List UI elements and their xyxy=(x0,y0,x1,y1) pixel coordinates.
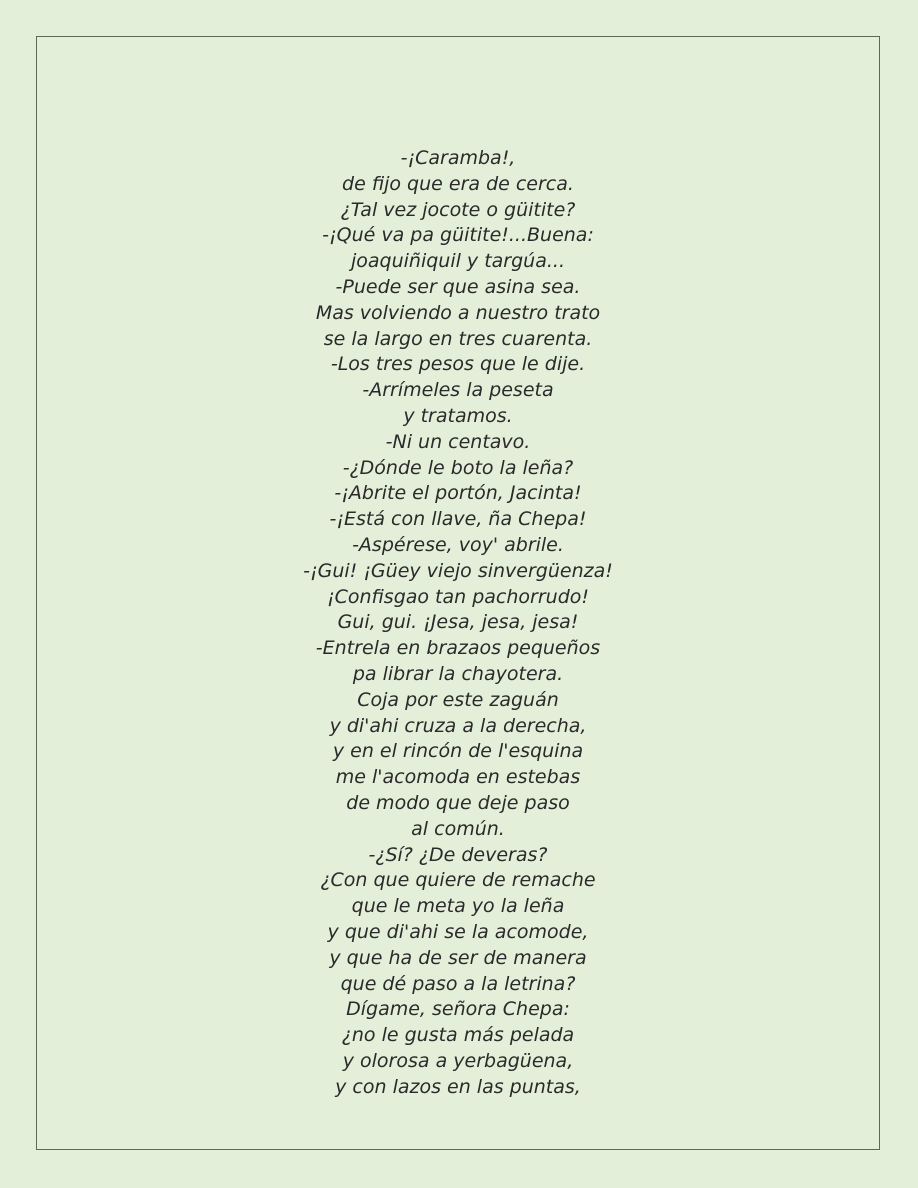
page-frame xyxy=(36,36,880,1150)
poem-line: pa librar la chayotera. xyxy=(352,662,564,685)
poem-line: -Ni un centavo. xyxy=(385,430,531,453)
poem-line: -¿Sí? ¿De deveras? xyxy=(368,843,548,866)
poem-line: ¡Confisgao tan pachorrudo! xyxy=(326,585,590,608)
poem-line: al común. xyxy=(411,817,505,840)
poem-line: de modo que deje paso xyxy=(346,791,570,814)
poem-line: -¡Qué va pa güitite!...Buena: xyxy=(322,224,594,247)
poem-line: me l'acomoda en estebas xyxy=(335,766,581,789)
poem-line: y con lazos en las puntas, xyxy=(335,1075,581,1098)
poem-line: -¡Caramba!, xyxy=(400,147,516,169)
poem-line: -Arrímeles la peseta xyxy=(362,379,554,402)
poem-text xyxy=(37,146,879,1100)
poem-line: Gui, gui. ¡Jesa, jesa, jesa! xyxy=(337,611,579,634)
poem-line: -Aspérese, voy' abrile. xyxy=(352,533,564,556)
poem-line: -Entrela en brazaos pequeños xyxy=(315,637,601,660)
poem-line: Dígame, señora Chepa: xyxy=(346,998,570,1021)
poem-line: ¿no le gusta más pelada xyxy=(341,1024,575,1047)
poem-line: que le meta yo la leña xyxy=(351,895,565,918)
poem-line: que dé paso a la letrina? xyxy=(340,972,576,995)
poem-line: se la largo en tres cuarenta. xyxy=(323,327,593,350)
poem-line: y olorosa a yerbagüena, xyxy=(342,1049,574,1072)
poem-line: -¡Abrite el portón, Jacinta! xyxy=(334,482,582,505)
poem-line: y que ha de ser de manera xyxy=(329,946,587,969)
poem-line: de fijo que era de cerca. xyxy=(342,172,574,195)
poem-line: -¿Dónde le boto la leña? xyxy=(342,456,574,479)
poem-line: y di'ahi cruza a la derecha, xyxy=(329,714,587,737)
poem-line: -¡Gui! ¡Güey viejo sinvergüenza! xyxy=(303,559,613,582)
poem-line: -¡Está con llave, ña Chepa! xyxy=(329,508,587,531)
poem-line: -Puede ser que asina sea. xyxy=(335,275,581,298)
poem-line: joaquiñiquil y targúa... xyxy=(350,250,565,273)
poem-line: Coja por este zaguán xyxy=(357,688,559,711)
poem-line: y que di'ahi se la acomode, xyxy=(327,920,589,943)
poem-line: ¿Con que quiere de remache xyxy=(320,869,596,892)
poem-line: y tratamos. xyxy=(403,404,513,427)
poem-line: Mas volviendo a nuestro trato xyxy=(315,301,601,324)
poem-line: y en el rincón de l'esquina xyxy=(332,740,584,763)
poem-line: ¿Tal vez jocote o güitite? xyxy=(340,198,576,221)
poem-line: -Los tres pesos que le dije. xyxy=(330,353,586,376)
